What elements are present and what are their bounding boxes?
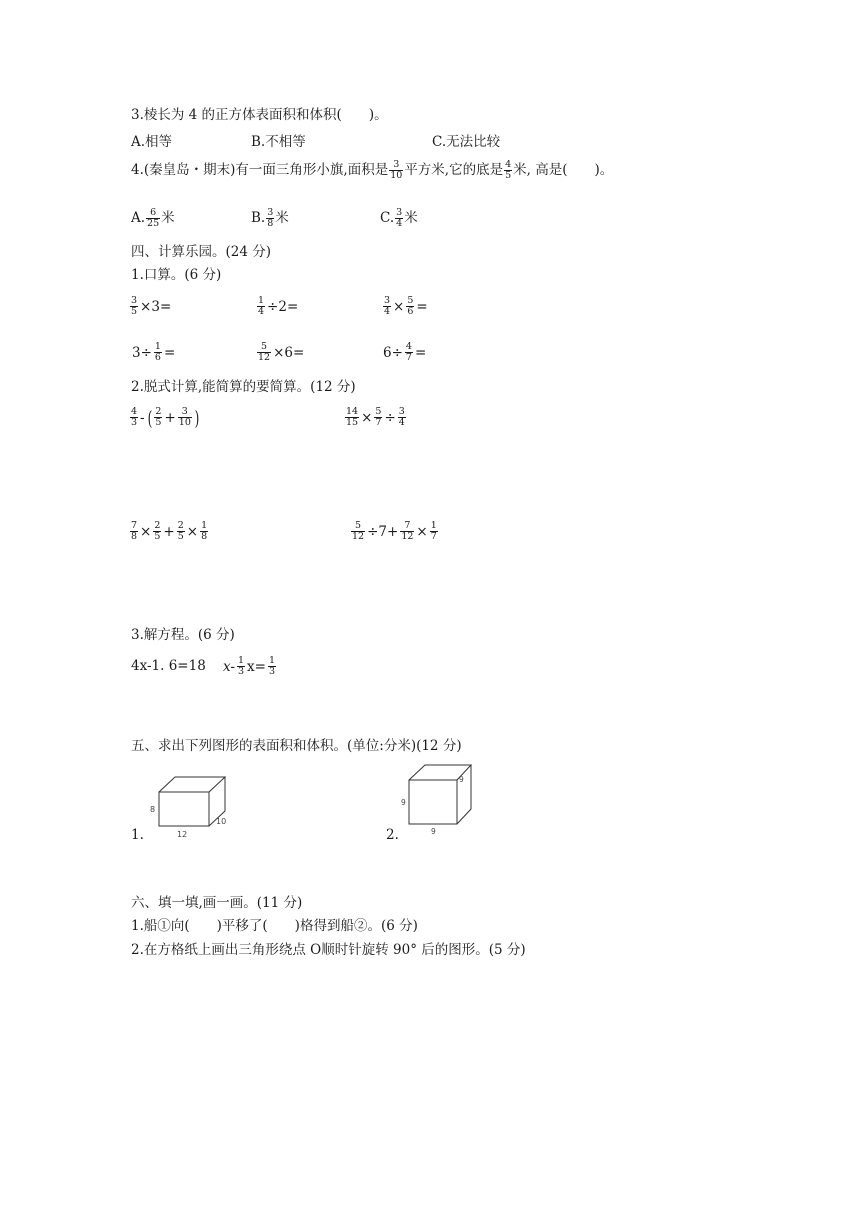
section6-question-2: 2.在方格纸上画出三角形绕点 O顺时针旋转 90° 后的图形。(5 分) — [131, 942, 526, 958]
stepwise-title: 2.脱式计算,能简算的要简算。(12 分) — [131, 379, 356, 395]
q4-base-fraction: $\frac{4}{5}$ — [505, 159, 512, 181]
oral-calc-title: 1.口算。(6 分) — [131, 267, 222, 283]
q4-stem-pre: 4.(秦皇岛・期末)有一面三角形小旗,面积是 — [131, 162, 389, 178]
q4-area-fraction: $\frac{3}{10}$ — [390, 159, 403, 181]
oral-item-4: 3÷ $\frac{1}{6}$ = — [132, 341, 176, 363]
section6-question-1: 1.船①向( )平移了( )格得到船②。(6 分) — [131, 918, 418, 934]
equation-1: 4x-1. 6=18 — [131, 658, 206, 674]
stepwise-expr-3: $\frac{7}{8}$ × $\frac{2}{5}$ + $\frac{2}{5}$ × $\frac{1}{8}$ — [131, 520, 208, 542]
cuboid-length-label: 12 — [177, 830, 188, 839]
q3-option-b: B.不相等 — [251, 134, 306, 150]
q4-stem-mid: 平方米,它的底是 — [404, 162, 504, 178]
q4-stem-post: 米, 高是( )。 — [513, 162, 614, 178]
cube-figure — [397, 760, 477, 840]
q4-stem — [131, 158, 613, 181]
q3-stem: 3.棱长为 4 的正方体表面积和体积( )。 — [131, 107, 388, 123]
oral-item-2: $\frac{1}{4}$ ÷2= — [258, 295, 299, 317]
q4-option-a: A. $\frac{6}{25}$ 米 — [131, 207, 175, 229]
section4-title: 四、计算乐园。(24 分) — [131, 244, 272, 260]
cuboid-figure — [145, 770, 240, 842]
q4-option-c: C. $\frac{3}{4}$ 米 — [380, 207, 418, 229]
q3-option-a: A.相等 — [131, 134, 173, 150]
cube-right-edge-label: 9 — [459, 775, 464, 784]
stepwise-expr-1: $\frac{4}{3}$ - ( $\frac{2}{5}$ + $\frac{3}{10}$ ) — [131, 405, 200, 430]
oral-item-1: $\frac{3}{5}$ ×3= — [131, 295, 172, 317]
equation-2: x- $\frac{1}{3}$ x= $\frac{1}{3}$ — [223, 655, 275, 677]
figure-1-label: 1. — [131, 827, 144, 843]
stepwise-expr-2: $\frac{14}{15}$ × $\frac{5}{7}$ ÷ $\frac{3}{4}$ — [346, 406, 405, 428]
cube-left-edge-label: 9 — [401, 798, 406, 807]
q3-option-c: C.无法比较 — [432, 134, 501, 150]
cuboid-height-label: 8 — [150, 805, 156, 814]
oral-item-5: $\frac{5}{12}$ ×6= — [258, 341, 305, 363]
oral-item-6: 6÷ $\frac{4}{7}$ = — [383, 341, 427, 363]
section6-title: 六、填一填,画一画。(11 分) — [131, 895, 303, 911]
stepwise-expr-4: $\frac{5}{12}$ ÷7+ $\frac{7}{12}$ × $\frac{1}{7}$ — [352, 520, 437, 542]
cube-bottom-edge-label: 9 — [431, 827, 436, 836]
q4-option-b: B. $\frac{3}{8}$ 米 — [251, 207, 289, 229]
equations-title: 3.解方程。(6 分) — [131, 627, 235, 643]
figure-2-label: 2. — [386, 827, 399, 843]
section5-title: 五、求出下列图形的表面积和体积。(单位:分米)(12 分) — [131, 738, 462, 754]
cuboid-width-label: 10 — [216, 817, 227, 826]
oral-item-3: $\frac{3}{4}$ × $\frac{5}{6}$ = — [384, 295, 428, 317]
